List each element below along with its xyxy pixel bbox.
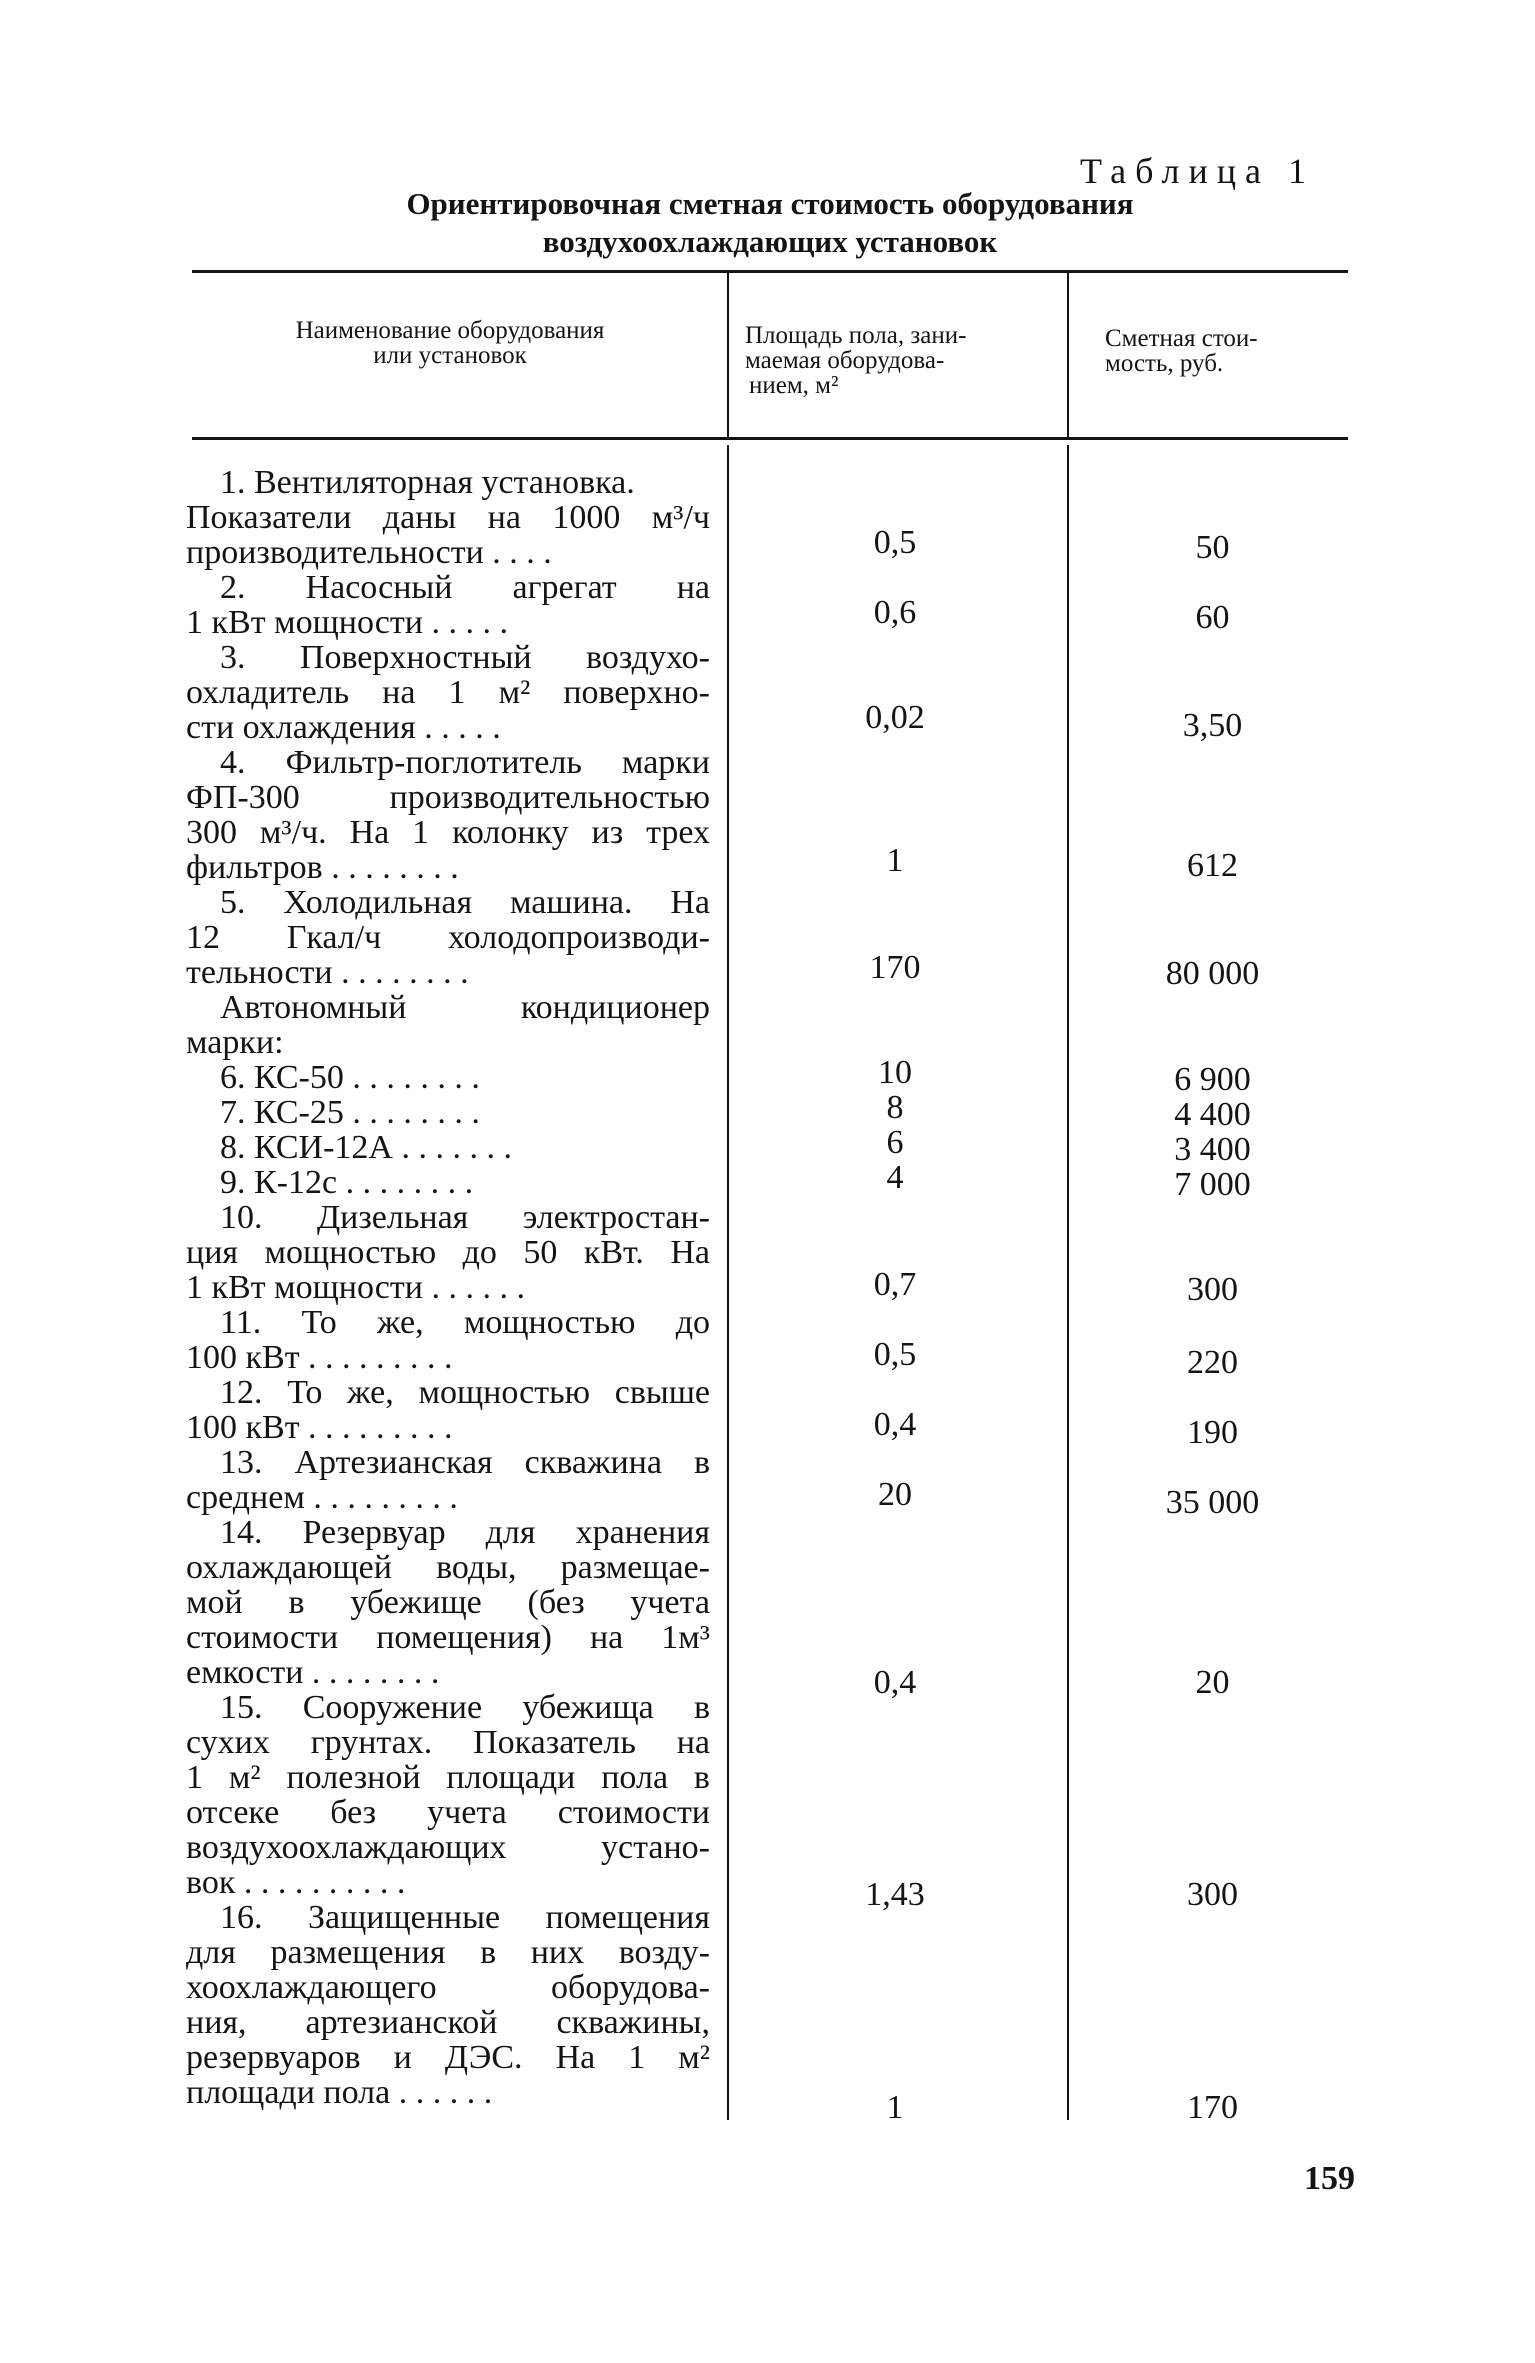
header-line: нием, м² (749, 372, 839, 399)
header-line: Сметная стои- (1105, 325, 1258, 352)
table-row-9-area: 4 (886, 1159, 904, 1196)
table-row-7-name: 7. КС-25 . . . . . . . . (220, 1094, 480, 1131)
table-row-10-name: 10. Дизельная электростан- ция мощностью до 50 кВт. На 1 кВт мощности . . . . . . (186, 1199, 710, 1306)
table-row-6-name: 6. КС-50 . . . . . . . . (220, 1059, 480, 1096)
table-row-5-cost: 80 000 (1165, 955, 1260, 992)
table-row-3-area: 0,02 (865, 699, 925, 736)
table-row-14-name: 14. Резервуар для хранения охлаждающей воды, размещае- мой в убежище (без учета стоимости помещения) на 1м³ емкости . . . . . . . . (186, 1514, 710, 1691)
table-row-14-area: 0,4 (873, 1664, 917, 1701)
table-row-8-cost: 3 400 (1174, 1131, 1251, 1168)
header-line: мость, руб. (1105, 350, 1224, 377)
table-row-4-area: 1 (886, 842, 904, 879)
header-top-rule (192, 270, 1348, 273)
header-column-divider-2 (1067, 272, 1069, 437)
table-row-11-area: 0,5 (873, 1336, 917, 1373)
table-row-8-name: 8. КСИ-12А . . . . . . . (220, 1129, 512, 1166)
table-row-13-cost: 35 000 (1165, 1484, 1260, 1521)
table-row-12-name: 12. То же, мощностью свыше 100 кВт . . . . . . . . . (186, 1374, 710, 1446)
body-column-divider-1 (727, 445, 729, 2120)
header-line: маемая оборудова- (745, 347, 945, 374)
table-row-2-cost: 60 (1195, 599, 1230, 636)
table-row-5-name: 5. Холодильная машина. На 12 Гкал/ч холодопроизводи- тельности . . . . . . . . (186, 884, 710, 991)
table-row-1-area: 0,5 (873, 524, 917, 561)
column-header-cost (1105, 326, 1335, 376)
table-row-10-area: 0,7 (873, 1266, 917, 1303)
table-row-12-cost: 190 (1187, 1414, 1238, 1451)
table-row-6-cost: 6 900 (1174, 1061, 1251, 1098)
table-row-4-name: 4. Фильтр-поглотитель марки ФП-300 производительностью 300 м³/ч. На 1 колонку из трех фильтров . . . . . . . . (186, 744, 710, 886)
table-row-14-cost: 20 (1195, 1664, 1230, 1701)
table-row-16-area: 1 (886, 2089, 904, 2126)
table-row-11-cost: 220 (1187, 1344, 1238, 1381)
table-row-2-name: 2. Насосный агрегат на 1 кВт мощности . . . . . (186, 569, 710, 641)
table-row-8-area: 6 (886, 1124, 904, 1161)
table-title-continuation: воздухоохлаждающих установок (542, 224, 998, 259)
table-row-13-area: 20 (878, 1476, 912, 1513)
table-subgroup-heading: Автономный кондиционер марки: (186, 989, 710, 1061)
table-row-10-cost: 300 (1187, 1271, 1238, 1308)
table-row-3-name: 3. Поверхностный воздухо- охладитель на 1 м² поверхно- сти охлаждения . . . . . (186, 639, 710, 746)
table-title: Ориентировочная сметная стоимость оборудования (406, 186, 1134, 221)
header-line: Наименование оборудования (295, 317, 605, 344)
header-bottom-rule (192, 437, 1348, 440)
table-label: Таблица 1 (1080, 151, 1315, 191)
table-row-5-area: 170 (869, 949, 921, 986)
table-row-12-area: 0,4 (873, 1406, 917, 1443)
table-row-16-name: 16. Защищенные помещения для размещения в них возду- хоохлаждающего оборудова- ния, артезианской скважины, резервуаров и ДЭС. На 1 м² площади пола . . . . . . (186, 1899, 710, 2111)
header-column-divider-1 (727, 272, 729, 437)
table-row-7-area: 8 (886, 1089, 904, 1126)
table-row-3-cost: 3,50 (1182, 707, 1243, 744)
table-row-1-cost: 50 (1195, 529, 1230, 566)
table-row-7-cost: 4 400 (1174, 1096, 1251, 1133)
table-row-6-area: 10 (878, 1054, 912, 1091)
table-row-15-name: 15. Сооружение убежища в сухих грунтах. Показатель на 1 м² полезной площади пола в отсеке без учета стоимости воздухоохлаждающих устано- вок . . . . . . . . . . (186, 1689, 710, 1901)
table-row-4-cost: 612 (1187, 847, 1238, 884)
table-row-9-name: 9. К-12с . . . . . . . . (220, 1164, 474, 1201)
table-row-15-area: 1,43 (865, 1876, 925, 1913)
table-row-1-name: 1. Вентиляторная установка. Показатели даны на 1000 м³/ч производительности . . . . (186, 464, 710, 571)
page-number: 159 (1304, 2160, 1355, 2197)
column-header-name (205, 318, 695, 368)
table-row-16-cost: 170 (1187, 2089, 1238, 2126)
header-line: или установок (373, 342, 527, 369)
table-row-13-name: 13. Артезианская скважина в среднем . . . . . . . . . (186, 1444, 710, 1516)
table-row-9-cost: 7 000 (1174, 1166, 1251, 1203)
body-column-divider-2 (1067, 445, 1069, 2120)
table-row-11-name: 11. То же, мощностью до 100 кВт . . . . . . . . . (186, 1304, 710, 1376)
column-header-area (745, 323, 1055, 398)
header-line: Площадь пола, зани- (745, 322, 967, 349)
table-row-15-cost: 300 (1187, 1876, 1238, 1913)
table-row-2-area: 0,6 (873, 594, 917, 631)
